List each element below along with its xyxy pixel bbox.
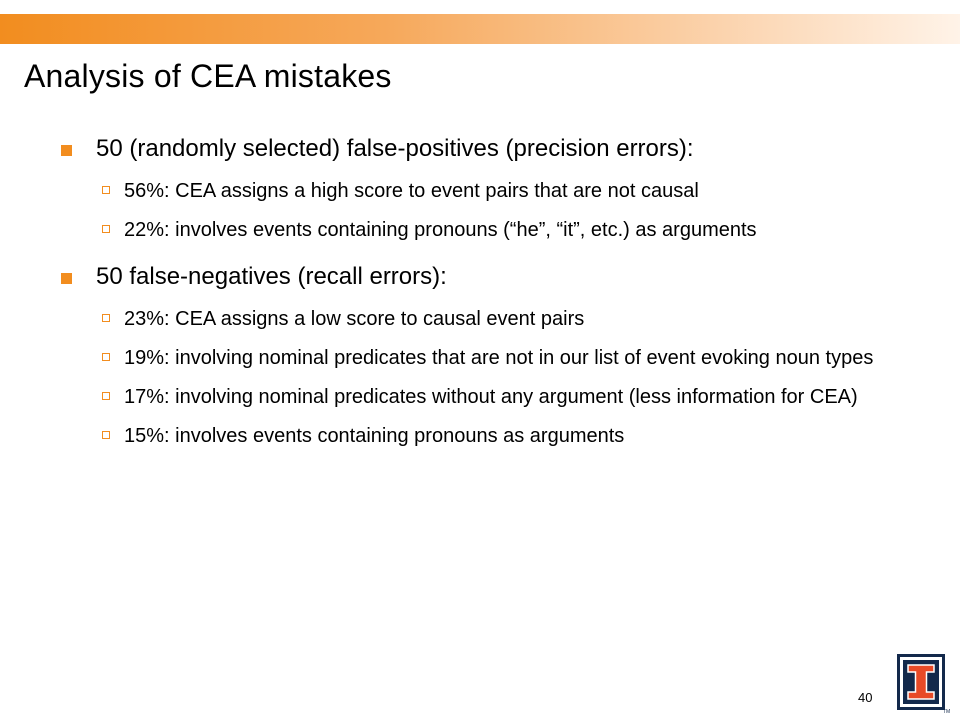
hollow-square-bullet-icon: [102, 186, 110, 194]
sub-bullet: [0, 423, 960, 449]
hollow-square-bullet-icon: [102, 392, 110, 400]
hollow-square-bullet-icon: [102, 225, 110, 233]
sub-bullet: [0, 306, 960, 332]
sub-bullet-text: 15%: involves events containing pronouns as arguments: [124, 425, 625, 447]
sub-bullet: [0, 384, 960, 410]
slide-content: [0, 134, 960, 462]
bullet-false-positives: [0, 134, 960, 164]
sub-bullet-text: 22%: involves events containing pronouns (“he”, “it”, etc.) as arguments: [124, 219, 757, 241]
sub-bullet-text: 23%: CEA assigns a low score to causal event pairs: [124, 308, 585, 330]
hollow-square-bullet-icon: [102, 314, 110, 322]
sub-bullet-text: 19%: involving nominal predicates that are not in our list of event evoking noun types: [124, 347, 874, 369]
sub-bullet-text: 17%: involving nominal predicates without any argument (less information for CEA): [124, 386, 858, 408]
square-bullet-icon: [61, 273, 72, 284]
bullet-false-negatives: [0, 262, 960, 292]
bullet-text: 50 (randomly selected) false-positives (precision errors):: [96, 135, 694, 162]
sub-bullet: [0, 345, 960, 371]
slide-title: Analysis of CEA mistakes: [24, 58, 392, 94]
trademark-mark: TM: [943, 709, 951, 715]
hollow-square-bullet-icon: [102, 431, 110, 439]
square-bullet-icon: [61, 145, 72, 156]
bullet-text: 50 false-negatives (recall errors):: [96, 263, 447, 290]
sub-bullet-text: 56%: CEA assigns a high score to event pairs that are not causal: [124, 180, 699, 202]
illinois-i-logo-icon: [897, 654, 949, 714]
header-gradient-bar: [0, 14, 960, 44]
page-number: 40: [858, 690, 873, 705]
sub-bullet: [0, 178, 960, 204]
hollow-square-bullet-icon: [102, 353, 110, 361]
sub-bullet: [0, 217, 960, 243]
